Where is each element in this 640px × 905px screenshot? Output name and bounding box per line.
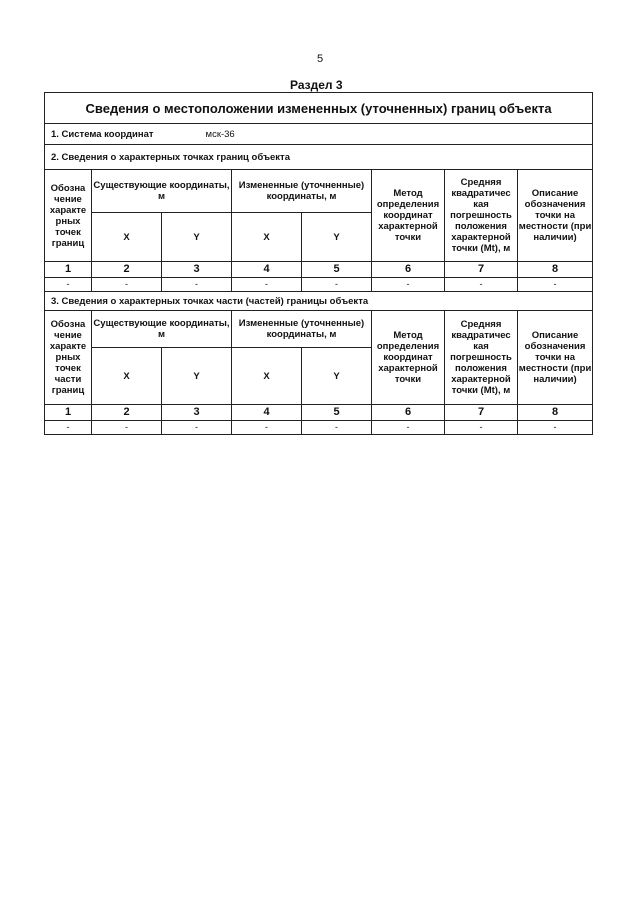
table-cell: - bbox=[372, 421, 445, 435]
table-cell: - bbox=[445, 421, 518, 435]
table-cell: - bbox=[232, 278, 302, 292]
block2-header-method: Метод определения координат характерной точки bbox=[372, 170, 445, 262]
main-title: Сведения о местоположении измененных (уточненных) границ объекта bbox=[45, 93, 593, 124]
table-cell: - bbox=[445, 278, 518, 292]
block2-header-y2: Y bbox=[302, 213, 372, 262]
block2-header-changed: Измененные (уточненные) координаты, м bbox=[232, 170, 372, 213]
block3-header-y: Y bbox=[162, 348, 232, 405]
block3-title: 3. Сведения о характерных точках части (частей) границы объекта bbox=[45, 292, 593, 311]
block3-header-existing: Существующие координаты, м bbox=[92, 311, 232, 348]
block3-header-x2: X bbox=[232, 348, 302, 405]
coord-system-label: 1. Система координат bbox=[51, 128, 154, 140]
block2-header-desc: Описание обозначения точки на местности (при наличии) bbox=[518, 170, 593, 262]
block2-title: 2. Сведения о характерных точках границ объекта bbox=[45, 145, 593, 170]
table-cell: - bbox=[162, 421, 232, 435]
table-cell: - bbox=[92, 421, 162, 435]
block2-data-row bbox=[45, 278, 593, 292]
section-label: Раздел 3 bbox=[290, 78, 343, 92]
coord-system-value: мск-36 bbox=[205, 128, 235, 140]
table-cell: - bbox=[45, 421, 92, 435]
block2-header-existing: Существующие координаты, м bbox=[92, 170, 232, 213]
table-cell: - bbox=[302, 421, 372, 435]
block2-header-x2: X bbox=[232, 213, 302, 262]
table-cell: 8 bbox=[518, 405, 593, 421]
coord-system-row bbox=[45, 124, 593, 145]
section-3-table bbox=[44, 92, 593, 435]
table-cell: 1 bbox=[45, 405, 92, 421]
block3-header-y2: Y bbox=[302, 348, 372, 405]
block3-number-row bbox=[45, 405, 593, 421]
table-cell: - bbox=[162, 278, 232, 292]
table-cell: 4 bbox=[232, 405, 302, 421]
block3-header-changed: Измененные (уточненные) координаты, м bbox=[232, 311, 372, 348]
table-cell: - bbox=[372, 278, 445, 292]
block3-header-point: Обозна чение характе рных точек части границ bbox=[45, 311, 92, 405]
table-cell: 3 bbox=[162, 405, 232, 421]
table-cell: 5 bbox=[302, 405, 372, 421]
block2-number-row bbox=[45, 262, 593, 278]
block2-header-point: Обозна чение характе рных точек границ bbox=[45, 170, 92, 262]
table-cell: 3 bbox=[162, 262, 232, 278]
table-cell: 4 bbox=[232, 262, 302, 278]
table-cell: - bbox=[45, 278, 92, 292]
table-cell: 5 bbox=[302, 262, 372, 278]
block2-header-x: X bbox=[92, 213, 162, 262]
block2-header-error: Средняя квадратичес кая погрешность положения характерной точки (Mt), м bbox=[445, 170, 518, 262]
table-cell: 8 bbox=[518, 262, 593, 278]
table-cell: - bbox=[518, 278, 593, 292]
page-number: 5 bbox=[316, 53, 324, 65]
block3-header-method: Метод определения координат характерной точки bbox=[372, 311, 445, 405]
table-cell: 7 bbox=[445, 262, 518, 278]
table-cell: 6 bbox=[372, 262, 445, 278]
block3-header-x: X bbox=[92, 348, 162, 405]
table-cell: - bbox=[92, 278, 162, 292]
table-cell: 2 bbox=[92, 262, 162, 278]
table-cell: - bbox=[232, 421, 302, 435]
table-cell: 6 bbox=[372, 405, 445, 421]
block3-header-desc: Описание обозначения точки на местности (при наличии) bbox=[518, 311, 593, 405]
table-cell: 2 bbox=[92, 405, 162, 421]
block3-header-error: Средняя квадратичес кая погрешность положения характерной точки (Mt), м bbox=[445, 311, 518, 405]
block3-data-row bbox=[45, 421, 593, 435]
table-cell: 7 bbox=[445, 405, 518, 421]
table-cell: 1 bbox=[45, 262, 92, 278]
table-cell: - bbox=[518, 421, 593, 435]
block2-header-y: Y bbox=[162, 213, 232, 262]
table-cell: - bbox=[302, 278, 372, 292]
